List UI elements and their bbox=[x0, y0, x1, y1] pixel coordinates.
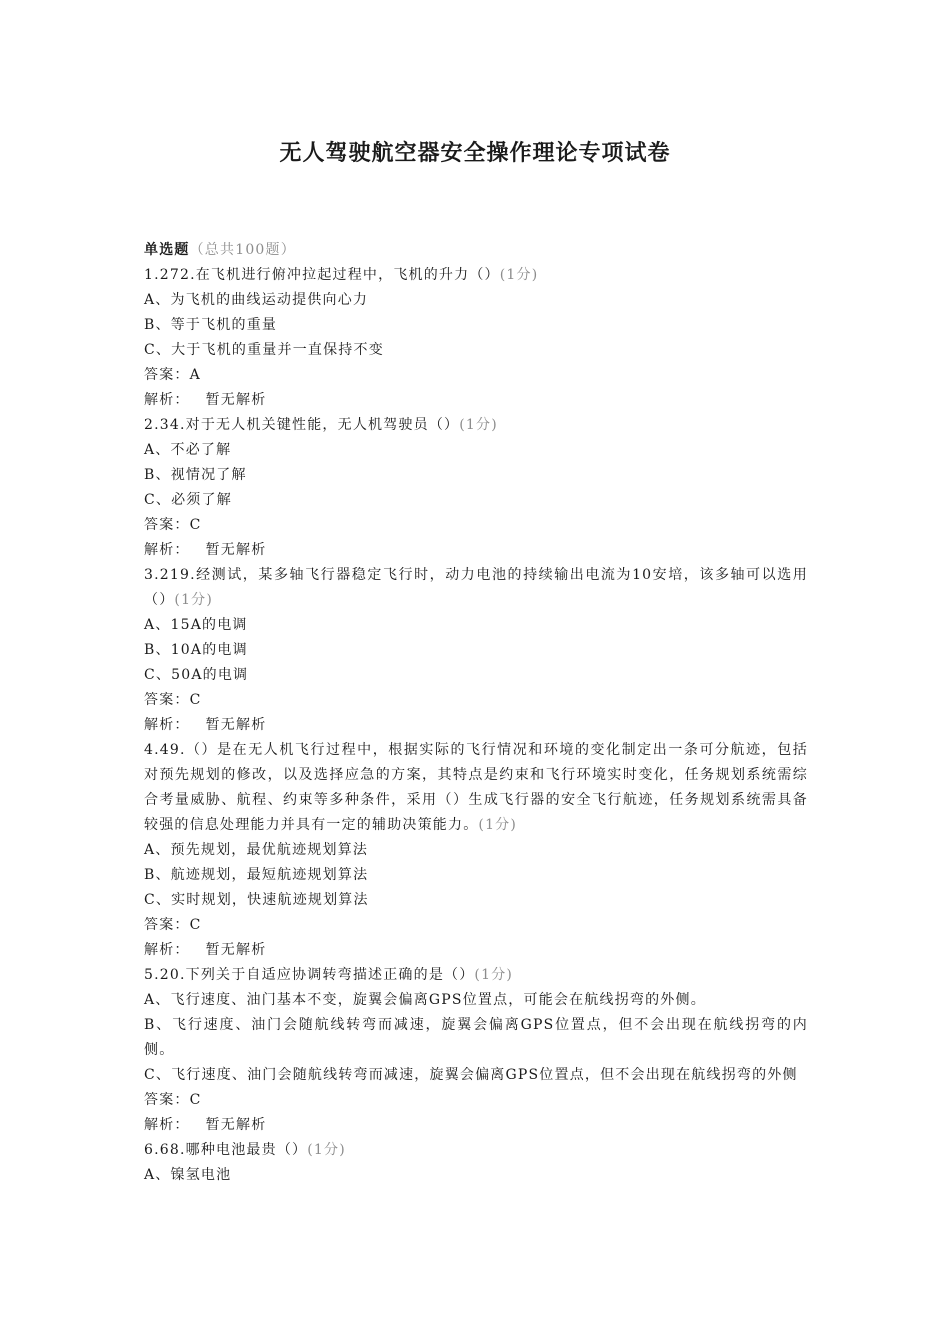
question-stem bbox=[144, 563, 808, 613]
question-block bbox=[144, 563, 808, 738]
question-text: 3.219.经测试，某多轴飞行器稳定飞行时，动力电池的持续输出电流为10安培，该多轴可以选用（） bbox=[144, 567, 808, 608]
questions-container bbox=[144, 263, 808, 1188]
question-text: 4.49.（）是在无人机飞行过程中，根据实际的飞行情况和环境的变化制定出一条可分航迹，包括对预先规划的修改，以及选择应急的方案，其特点是约束和飞行环境实时变化，任务规划系统需综合考量威胁、航程、约束等多种条件，采用（）生成飞行器的安全飞行航迹，任务规划系统需具备较强的信息处理能力并具有一定的辅助决策能力。 bbox=[144, 742, 808, 833]
question-list bbox=[144, 238, 808, 1188]
question-text: 2.34.对于无人机关键性能，无人机驾驶员（） bbox=[144, 417, 460, 433]
analysis-text: 暂无解析 bbox=[205, 392, 267, 408]
answer-key: 答案：C bbox=[144, 517, 202, 533]
question-stem bbox=[144, 263, 808, 288]
answer-option: B、飞行速度、油门会随航线转弯而减速，旋翼会偏离GPS位置点，但不会出现在航线拐弯的内侧。 bbox=[144, 1017, 808, 1058]
answer-option: C、必须了解 bbox=[144, 492, 232, 508]
question-block bbox=[144, 1138, 808, 1188]
question-block bbox=[144, 413, 808, 563]
answer-option: B、10A的电调 bbox=[144, 642, 248, 658]
question-score: (1分) bbox=[474, 967, 514, 983]
answer-key: 答案：A bbox=[144, 367, 201, 383]
question-stem bbox=[144, 413, 808, 438]
page-title: 无人驾驶航空器安全操作理论专项试卷 bbox=[279, 140, 671, 166]
answer-option: B、航迹规划，最短航迹规划算法 bbox=[144, 867, 369, 883]
answer-key: 答案：C bbox=[144, 917, 202, 933]
analysis-text: 暂无解析 bbox=[205, 942, 267, 958]
question-text: 5.20.下列关于自适应协调转弯描述正确的是（） bbox=[144, 967, 475, 983]
section-count: （总共100题） bbox=[189, 242, 296, 258]
analysis bbox=[144, 388, 808, 413]
question-block bbox=[144, 263, 808, 413]
answer-option: C、大于飞机的重量并一直保持不变 bbox=[144, 342, 384, 358]
answer-option: B、等于飞机的重量 bbox=[144, 317, 278, 333]
question-score: (1分) bbox=[307, 1142, 346, 1158]
answer-option: C、50A的电调 bbox=[144, 667, 249, 683]
section-header bbox=[144, 238, 808, 263]
analysis-label: 解析： bbox=[144, 942, 190, 958]
answer-option: B、视情况了解 bbox=[144, 467, 247, 483]
analysis bbox=[144, 938, 808, 963]
answer-option: A、飞行速度、油门基本不变，旋翼会偏离GPS位置点，可能会在航线拐弯的外侧。 bbox=[144, 992, 706, 1008]
analysis bbox=[144, 1113, 808, 1138]
analysis-label: 解析： bbox=[144, 392, 190, 408]
analysis bbox=[144, 538, 808, 563]
answer-key: 答案：C bbox=[144, 1092, 202, 1108]
question-stem bbox=[144, 1138, 808, 1163]
answer-option: C、飞行速度、油门会随航线转弯而减速，旋翼会偏离GPS位置点，但不会出现在航线拐弯的外侧 bbox=[144, 1067, 798, 1083]
analysis-text: 暂无解析 bbox=[205, 542, 267, 558]
answer-option: C、实时规划，快速航迹规划算法 bbox=[144, 892, 369, 908]
question-score: (1分) bbox=[499, 267, 539, 283]
question-text: 6.68.哪种电池最贵（） bbox=[144, 1142, 308, 1158]
question-text: 1.272.在飞机进行俯冲拉起过程中，飞机的升力（） bbox=[144, 267, 500, 283]
question-stem bbox=[144, 738, 808, 838]
answer-option: A、不必了解 bbox=[144, 442, 232, 458]
question-stem bbox=[144, 963, 808, 988]
answer-option: A、为飞机的曲线运动提供向心力 bbox=[144, 292, 369, 308]
question-block bbox=[144, 963, 808, 1138]
analysis-text: 暂无解析 bbox=[205, 1117, 267, 1133]
analysis-label: 解析： bbox=[144, 717, 190, 733]
answer-option: A、预先规划，最优航迹规划算法 bbox=[144, 842, 369, 858]
section-label: 单选题 bbox=[144, 242, 190, 258]
analysis-label: 解析： bbox=[144, 1117, 190, 1133]
analysis bbox=[144, 713, 808, 738]
answer-key: 答案：C bbox=[144, 692, 202, 708]
analysis-text: 暂无解析 bbox=[205, 717, 267, 733]
answer-option: A、镍氢电池 bbox=[144, 1167, 232, 1183]
answer-option: A、15A的电调 bbox=[144, 617, 248, 633]
analysis-label: 解析： bbox=[144, 542, 190, 558]
question-score: (1分) bbox=[478, 817, 518, 833]
question-block bbox=[144, 738, 808, 963]
question-score: (1分) bbox=[174, 592, 214, 608]
question-score: (1分) bbox=[459, 417, 498, 433]
